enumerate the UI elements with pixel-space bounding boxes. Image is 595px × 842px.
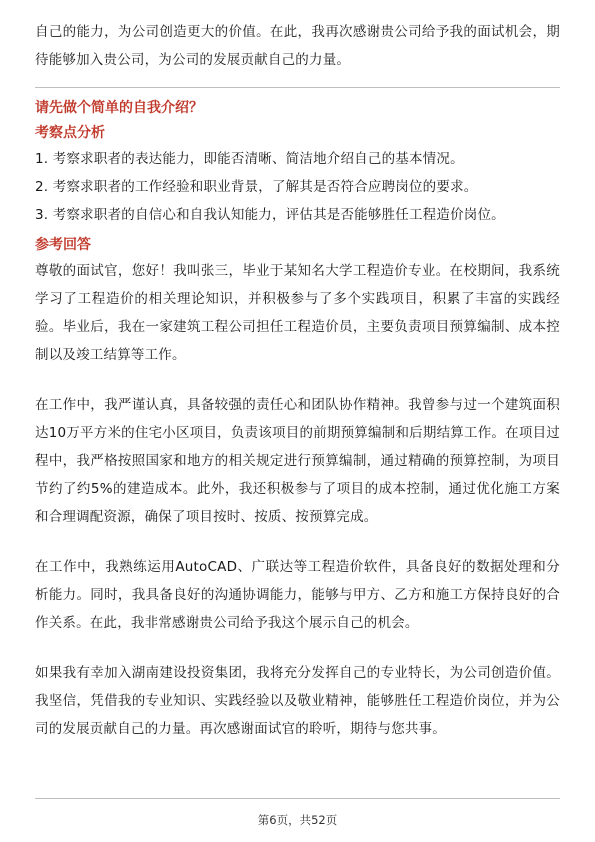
analysis-heading: 考察点分析 [35, 125, 105, 141]
page-number: 第6页，共52页 [257, 813, 338, 827]
intro-paragraph: 自己的能力，为公司创造更大的价值。在此，我再次感谢贵公司给予我的面试机会，期待能够加入贵公司，为公司的发展贡献自己的力量。 [35, 24, 560, 68]
answer-paragraph-1: 尊敬的面试官，您好！我叫张三，毕业于某知名大学工程造价专业。在校期间，我系统学习了工程造价的相关理论知识，并积极参与了多个实践项目，积累了丰富的实践经验。毕业后，我在一家建筑工程公司担任工程造价员，主要负责项目预算编制、成本控制以及竣工结算等工作。 [35, 263, 560, 363]
question-heading: 请先做个简单的自我介绍？ [35, 100, 203, 116]
paragraph-gap [35, 369, 560, 391]
answer-paragraph-3: 在工作中，我熟练运用AutoCAD、广联达等工程造价软件，具备良好的数据处理和分析能力。同时，我具备良好的沟通协调能力，能够与甲方、乙方和施工方保持良好的合作关系。在此，我非常感谢贵公司给予我这个展示自己的机会。 [35, 559, 560, 631]
answer-paragraph-4: 如果我有幸加入湖南建设投资集团，我将充分发挥自己的专业特长，为公司创造价值。我坚信，凭借我的专业知识、实践经验以及敬业精神，能够胜任工程造价岗位，并为公司的发展贡献自己的力量。再次感谢面试官的聆听，期待与您共事。 [35, 665, 560, 737]
analysis-item-2: 2. 考察求职者的工作经验和职业背景，了解其是否符合应聘岗位的要求。 [35, 179, 478, 195]
analysis-item-3: 3. 考察求职者的自信心和自我认知能力，评估其是否能够胜任工程造价岗位。 [35, 207, 505, 223]
answer-paragraph-2: 在工作中，我严谨认真，具备较强的责任心和团队协作精神。我曾参与过一个建筑面积达10万平方米的住宅小区项目，负责该项目的前期预算编制和后期结算工作。在项目过程中，我严格按照国家和地方的相关规定进行预算编制，通过精确的预算控制，为项目节约了约5%的建造成本。此外，我还积极参与了项目的成本控制，通过优化施工方案和合理调配资源，确保了项目按时、按质、按预算完成。 [35, 397, 560, 525]
page-content [35, 18, 560, 743]
paragraph-gap [35, 531, 560, 553]
analysis-item-1: 1. 考察求职者的表达能力，即能否清晰、简洁地介绍自己的基本情况。 [35, 151, 464, 167]
paragraph-gap [35, 637, 560, 659]
answer-heading: 参考回答 [35, 237, 91, 253]
section-divider [35, 87, 560, 88]
footer-rule [35, 798, 560, 799]
